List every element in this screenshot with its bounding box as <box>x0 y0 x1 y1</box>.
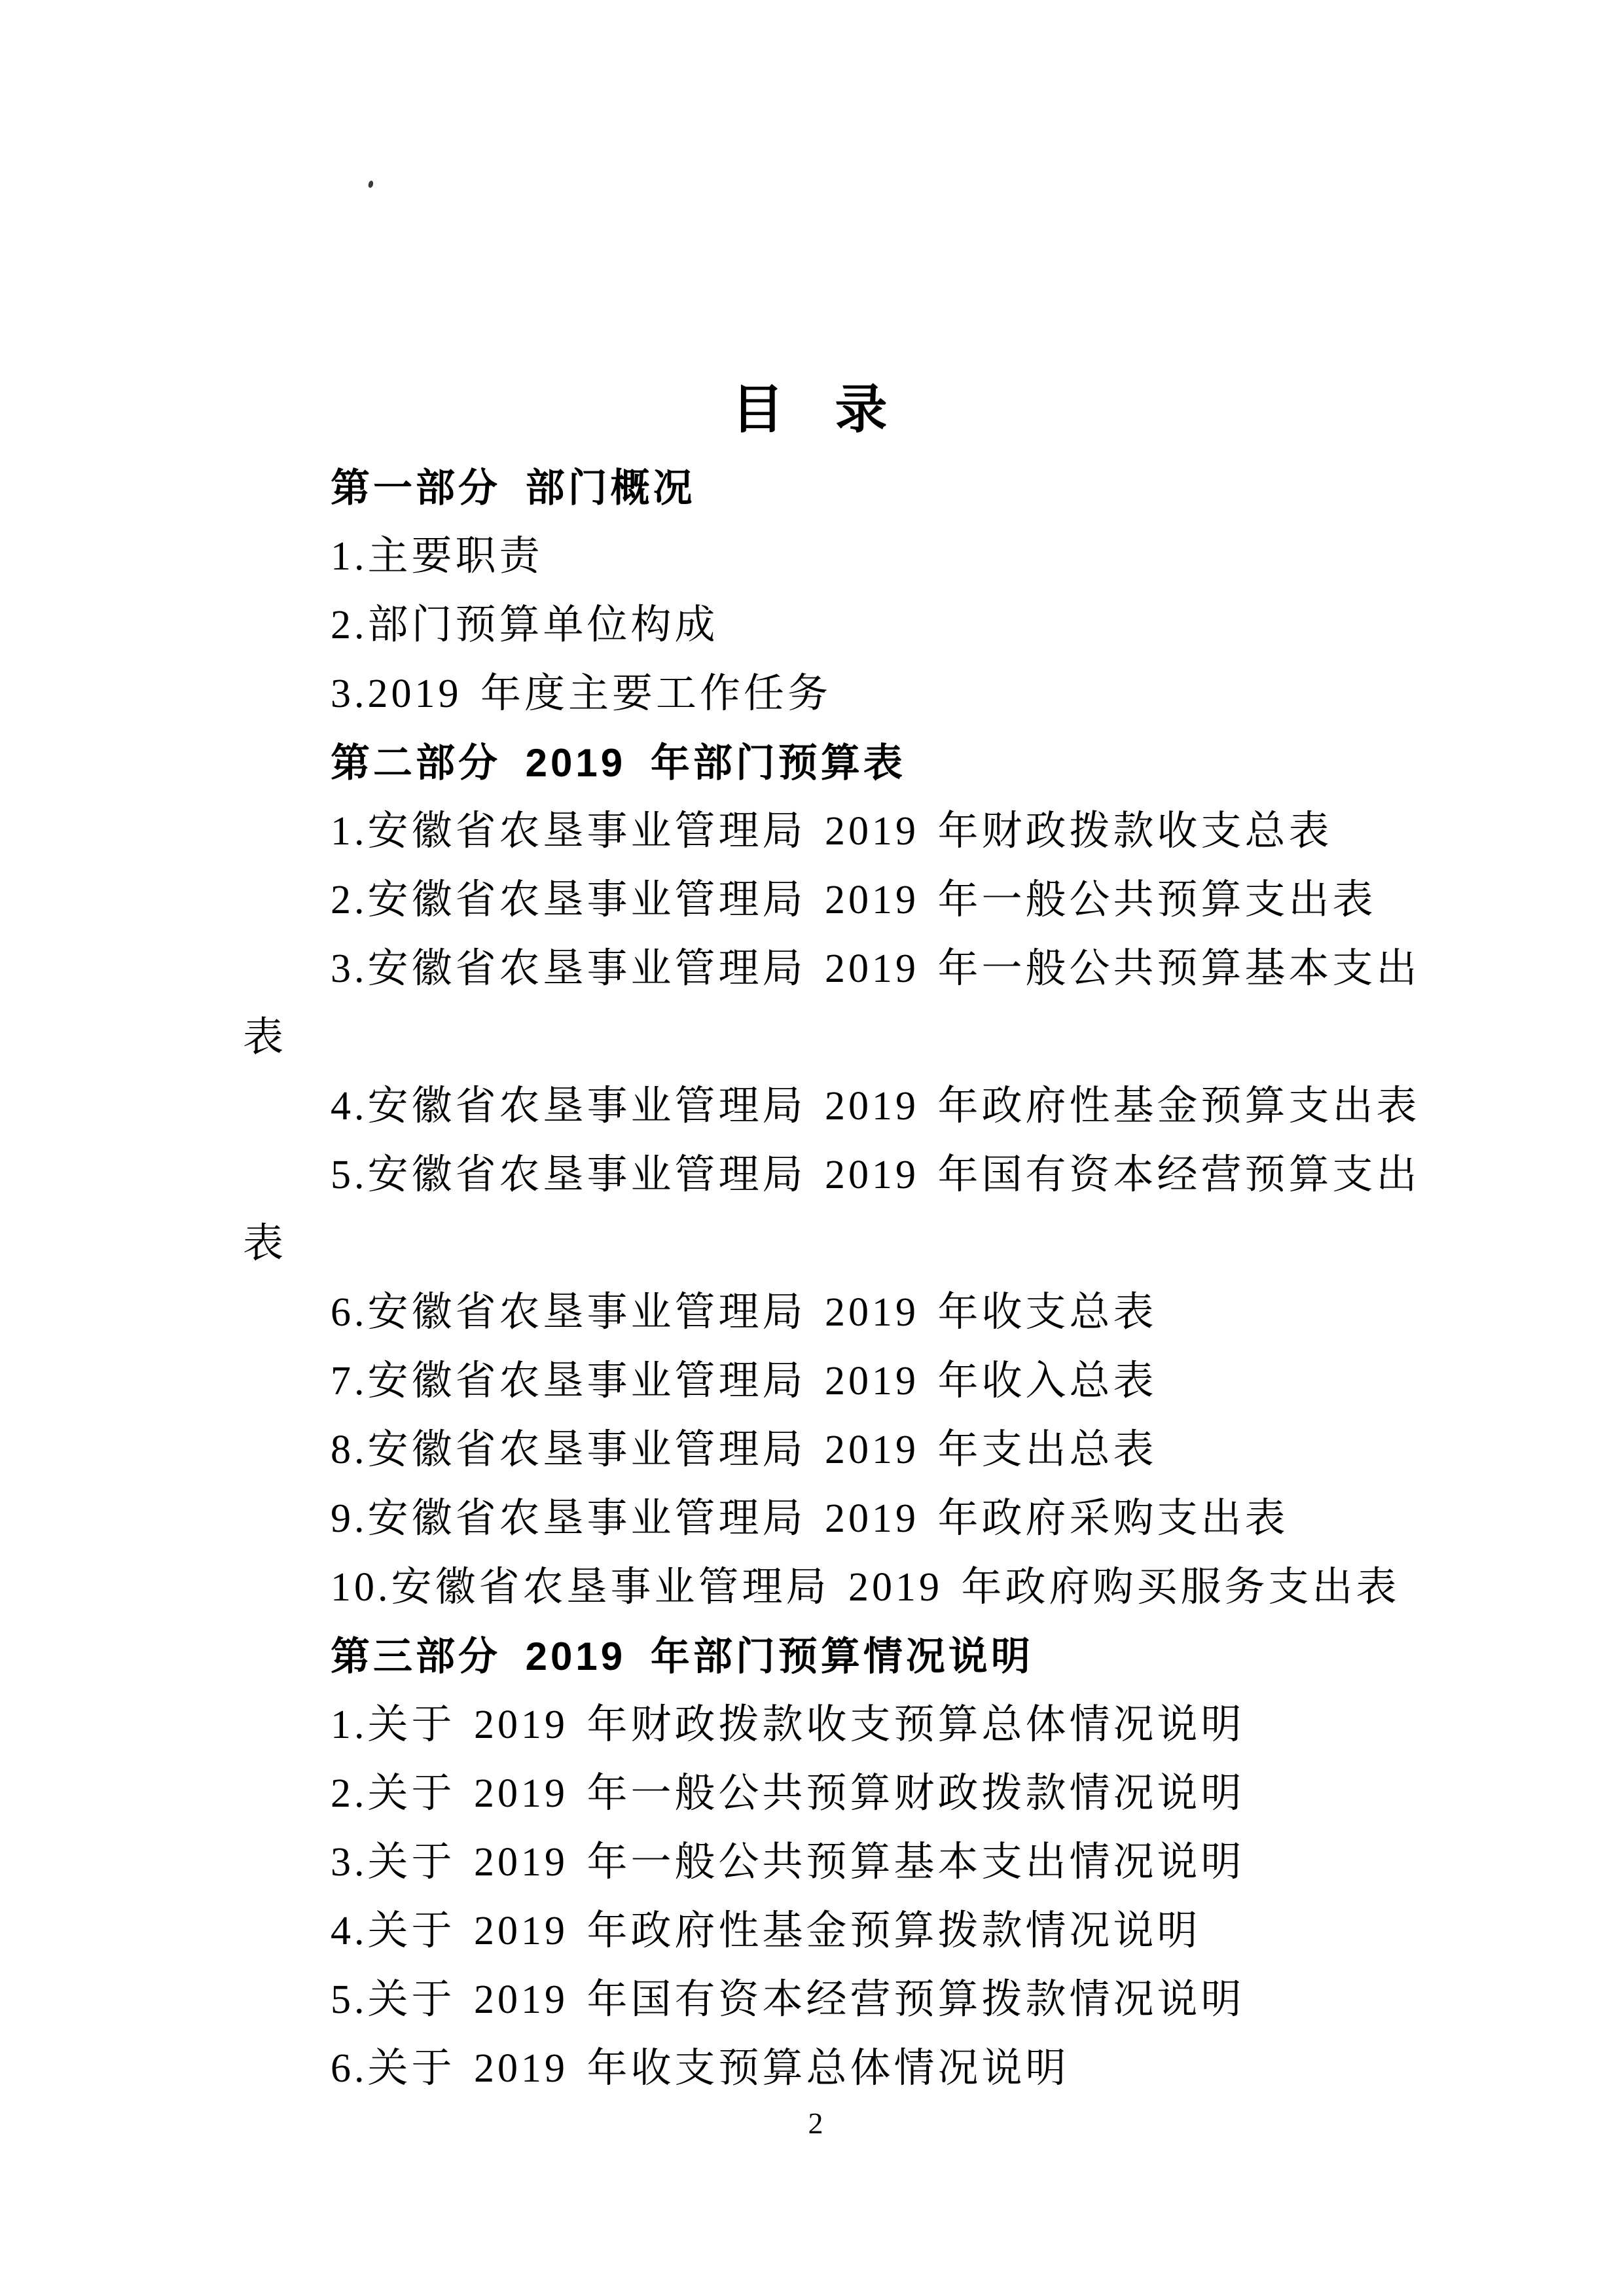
toc-section-heading-part2: 第二部分 2019 年部门预算表 <box>331 741 906 785</box>
toc-entry: 3.2019 年度主要工作任务 <box>331 672 832 716</box>
toc-entry: 9.安徽省农垦事业管理局 2019 年政府采购支出表 <box>331 1496 1289 1541</box>
toc-entry-continuation: 表 <box>243 1015 287 1060</box>
toc-entry: 7.安徽省农垦事业管理局 2019 年收入总表 <box>331 1359 1157 1403</box>
toc-entry: 1.关于 2019 年财政拨款收支预算总体情况说明 <box>331 1703 1245 1747</box>
toc-entry: 10.安徽省农垦事业管理局 2019 年政府购买服务支出表 <box>331 1565 1400 1610</box>
toc-entry: 2.安徽省农垦事业管理局 2019 年一般公共预算支出表 <box>331 878 1377 922</box>
toc-entry: 4.关于 2019 年政府性基金预算拨款情况说明 <box>331 1909 1201 1953</box>
page-title: 目 录 <box>731 382 893 439</box>
scan-artifact-dot <box>367 180 374 189</box>
toc-entry: 1.安徽省农垦事业管理局 2019 年财政拨款收支总表 <box>331 809 1333 854</box>
toc-entry: 4.安徽省农垦事业管理局 2019 年政府性基金预算支出表 <box>331 1084 1420 1129</box>
toc-entry: 2.关于 2019 年一般公共预算财政拨款情况说明 <box>331 1771 1245 1816</box>
toc-entry: 6.关于 2019 年收支预算总体情况说明 <box>331 2046 1070 2091</box>
toc-section-heading-part1: 第一部分 部门概况 <box>331 466 696 510</box>
page-number: 2 <box>808 2106 823 2140</box>
table-of-contents <box>243 454 1420 2103</box>
toc-entry: 1.主要职责 <box>331 534 543 579</box>
toc-entry: 3.安徽省农垦事业管理局 2019 年一般公共预算基本支出 <box>331 947 1420 991</box>
toc-entry: 6.安徽省农垦事业管理局 2019 年收支总表 <box>331 1290 1157 1335</box>
toc-entry: 2.部门预算单位构成 <box>331 603 719 647</box>
toc-entry: 5.安徽省农垦事业管理局 2019 年国有资本经营预算支出 <box>331 1153 1420 1197</box>
toc-entry-continuation: 表 <box>243 1221 287 1266</box>
toc-entry: 8.安徽省农垦事业管理局 2019 年支出总表 <box>331 1428 1157 1472</box>
toc-entry: 5.关于 2019 年国有资本经营预算拨款情况说明 <box>331 1978 1245 2022</box>
toc-entry: 3.关于 2019 年一般公共预算基本支出情况说明 <box>331 1840 1245 1885</box>
toc-section-heading-part3: 第三部分 2019 年部门预算情况说明 <box>331 1635 1034 1678</box>
